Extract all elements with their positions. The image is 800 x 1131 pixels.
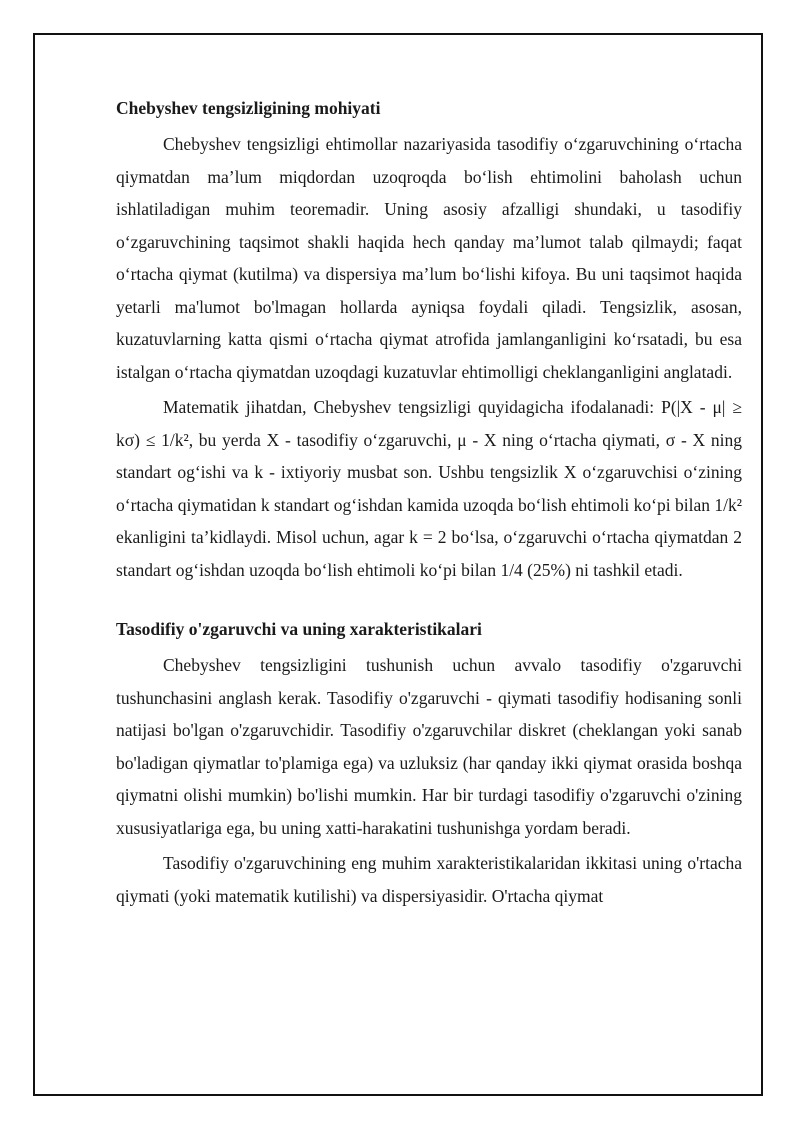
paragraph: Tasodifiy o'zgaruvchining eng muhim xarakteristikalaridan ikkitasi uning o'rtacha qiymati (yoki matematik kutilishi) va dispersiyasidir. O'rtacha qiymat bbox=[116, 853, 742, 906]
paragraph: Chebyshev tengsizligini tushunish uchun avvalo tasodifiy o'zgaruvchi tushunchasini anglash kerak. Tasodifiy o'zgaruvchi - qiymati tasodifiy hodisaning sonli natijasi bo'lgan o'zgaruvchidir. Tasodifiy o'zgaruvchilar diskret (cheklangan yoki sanab bo'ladigan qiymatlar to'plamiga ega) va uzluksiz (har qanday ikki qiymat orasida boshqa qiymatni olishi mumkin) bo'lishi mumkin. Har bir turdagi tasodifiy o'zgaruvchi o'zining xususiyatlariga ega, bu uning xatti-harakatini tushunishga yordam beradi. bbox=[116, 655, 742, 838]
section-title: Chebyshev tengsizligining mohiyati bbox=[116, 98, 381, 118]
paragraph: Matematik jihatdan, Chebyshev tengsizligi quyidagicha ifodalanadi: P(|X - μ| ≥ kσ) ≤ 1/k², bu yerda X - tasodifiy o‘zgaruvchi, μ - X ning o‘rtacha qiymati, σ - X ning standart og‘ishi va k - ixtiyoriy musbat son. Ushbu tengsizlik X o‘zgaruvchisi o‘zining o‘rtacha qiymatidan k standart og‘ishdan kamida uzoqda bo‘lish ehtimoli ko‘pi bilan 1/k² ekanligini ta’kidlaydi. Misol uchun, agar k = 2 bo‘lsa, o‘zgaruvchi o‘rtacha qiymatdan 2 standart og‘ishdan uzoqda bo‘lish ehtimoli ko‘pi bilan 1/4 (25%) ni tashkil etadi. bbox=[116, 397, 742, 580]
section-title: Tasodifiy o'zgaruvchi va uning xarakteristikalari bbox=[116, 619, 482, 639]
paragraph: Chebyshev tengsizligi ehtimollar nazariyasida tasodifiy o‘zgaruvchining o‘rtacha qiymatdan ma’lum miqdordan uzoqroqda bo‘lish ehtimolini baholash uchun ishlatiladigan muhim teoremadir. Uning asosiy afzalligi shundaki, u tasodifiy o‘zgaruvchining taqsimot shakli haqida hech qanday ma’lumot talab qilmaydi; faqat o‘rtacha qiymat (kutilma) va dispersiya ma’lum bo‘lishi kifoya. Bu uni taqsimot haqida yetarli ma'lumot bo'lmagan hollarda ayniqsa foydali qiladi. Tengsizlik, asosan, kuzatuvlarning katta qismi o‘rtacha qiymat atrofida jamlanganligini ko‘rsatadi, bu esa istalgan o‘rtacha qiymatdan uzoqdagi kuzatuvlar ehtimolligi cheklanganligini anglatadi. bbox=[116, 134, 742, 382]
document-body bbox=[116, 96, 742, 912]
